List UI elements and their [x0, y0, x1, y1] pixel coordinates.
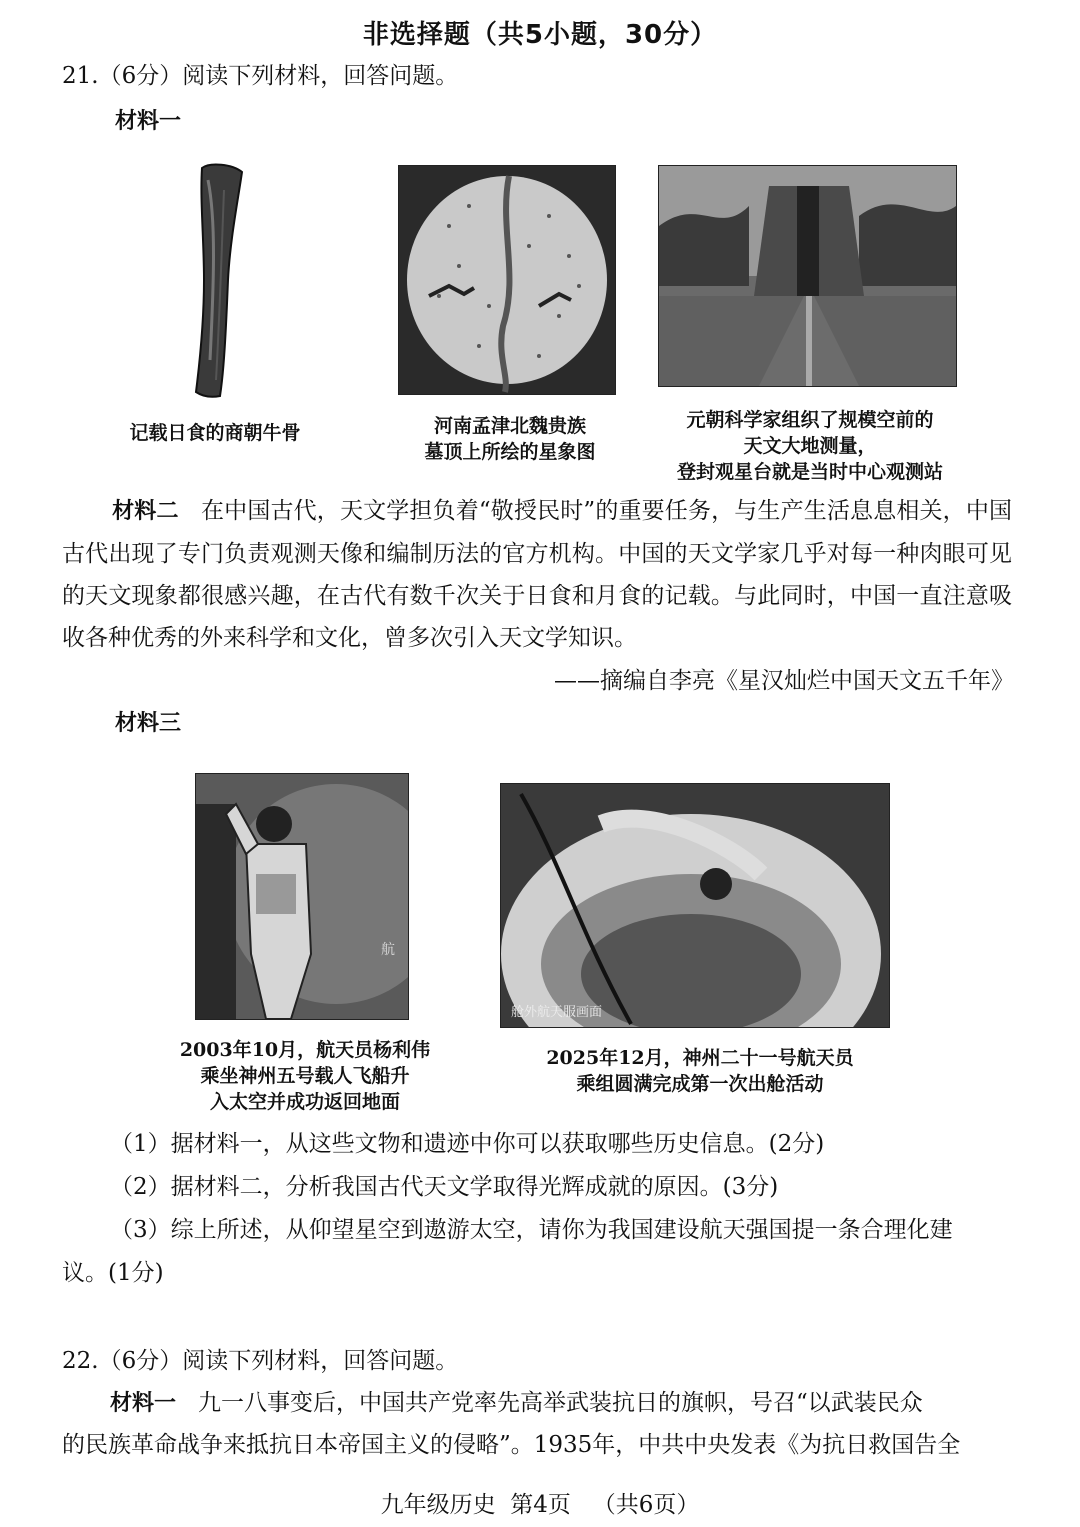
spacewalk-watermark: 舱外航天服画面: [511, 1005, 603, 1020]
caption-yang-liwei: 2003年10月，航天员杨利伟 乘坐神州五号载人飞船升 入太空并成功返回地面: [179, 1039, 431, 1113]
caption-oracle-bone: 记载日食的商朝牛骨: [129, 422, 301, 444]
q21-subquestion-3: （3）综上所述，从仰望星空到遨游太空，请你为我国建设航天强国提一条合理化建: [110, 1217, 953, 1243]
q21-subquestion-2: （2）据材料二，分析我国古代天文学取得光辉成就的原因。(3分): [110, 1174, 779, 1200]
q21-subquestion-3-cont: 议。(1分): [62, 1260, 164, 1286]
q21-subquestion-1: （1）据材料一，从这些文物和遗迹中你可以获取哪些历史信息。(2分): [110, 1131, 825, 1157]
q22-material1-line1: 材料一 九一八事变后，中国共产党率先高举武装抗日的旗帜，号召“以武装民众: [110, 1390, 923, 1416]
q21-material1-label: 材料一: [115, 109, 182, 134]
question-21-stem: 21.（6分）阅读下列材料，回答问题。: [62, 63, 459, 89]
q21-material2-label: 材料二: [112, 499, 179, 524]
q21-material2-paragraph: [62, 490, 1012, 659]
caption-observatory: 元朝科学家组织了规模空前的 天文大地测量， 登封观星台就是当时中心观测站: [676, 409, 943, 483]
caption-star-map: 河南孟津北魏贵族 墓顶上所绘的星象图: [424, 415, 596, 463]
oracle-bone-image: [180, 160, 250, 400]
q22-material1-line2: 的民族革命战争来抵抗日本帝国主义的侵略”。1935年，中共中央发表《为抗日救国告全: [62, 1432, 961, 1458]
q21-material2-source: ——摘编自李亮《星汉灿烂中国天文五千年》: [554, 668, 1014, 694]
observatory-image: [658, 165, 957, 387]
q22-material1-label: 材料一: [110, 1391, 177, 1416]
svg-text:航: 航: [381, 942, 395, 958]
spacewalk-image: [500, 783, 890, 1028]
q21-material3-label: 材料三: [115, 711, 182, 736]
section-heading: 非选择题（共5小题，30分）: [362, 20, 718, 50]
caption-shenzhou-21: 2025年12月，神州二十一号航天员 乘组圆满完成第一次出舱活动: [546, 1047, 854, 1095]
astronaut-yang-liwei-image: [195, 773, 409, 1020]
q21-material2-text: 在中国古代，天文学担负着“敬授民时”的重要任务，与生产生活息息相关，中国古代出现了专门负责观测天像和编制历法的官方机构。中国的天文学家几乎对每一种肉眼可见的天文现象都很感兴趣，在古代有数千次关于日食和月食的记载。与此同时，中国一直注意吸收各种优秀的外来科学和文化，曾多次引入天文学知识。: [62, 498, 1012, 651]
question-22-stem: 22.（6分）阅读下列材料，回答问题。: [62, 1348, 459, 1374]
page-footer: 九年级历史 第4页 （共6页）: [380, 1492, 700, 1518]
star-map-image: [398, 165, 616, 395]
